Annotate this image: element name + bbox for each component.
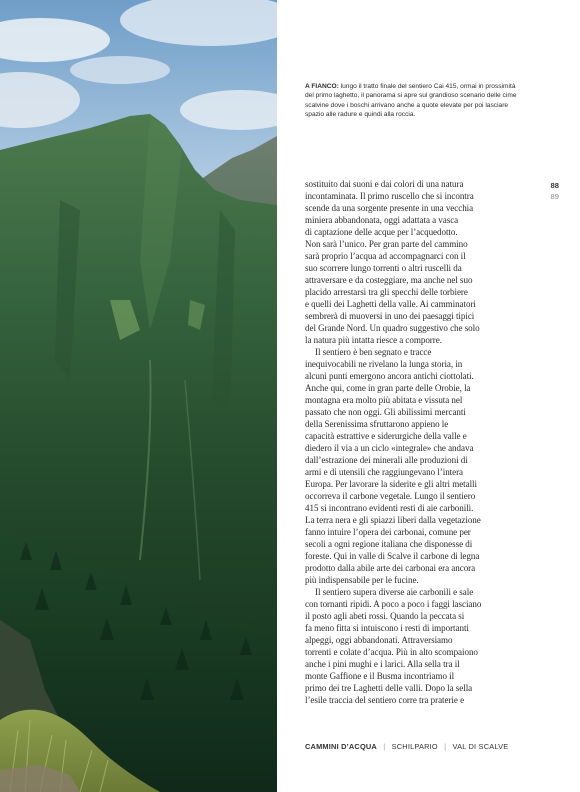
body-line: secoli a ogni regione italiana che disponesse di xyxy=(305,539,473,549)
body-line: monte Gaffione e il Busma incontriamo il xyxy=(305,671,455,681)
body-line: attraversare e da costeggiare, ma anche nel suo xyxy=(305,275,473,285)
body-line: sembrerà di muoversi in uno dei paesaggi tipici xyxy=(305,311,475,321)
body-line: miniera abbandonata, oggi adattata a vasca xyxy=(305,215,459,225)
page-number-next: 89 xyxy=(550,192,559,201)
photo-caption xyxy=(305,82,523,120)
caption-label: A FIANCO: xyxy=(305,83,339,90)
body-line: inequivocabili ne rivelano la lunga storia, in xyxy=(305,359,463,369)
body-line: La terra nera e gli spiazzi liberi dalla vegetazione xyxy=(305,515,481,525)
body-line: alpeggi, oggi abbandonati. Attraversiamo xyxy=(305,635,453,645)
body-line: montagna era molto più abitata e vissuta nel xyxy=(305,395,463,405)
body-line: passato che non oggi. Gli abilissimi mercanti xyxy=(305,407,466,417)
body-line: con tornanti ripidi. A poco a poco i faggi lasciano xyxy=(305,599,482,609)
body-line: 415 si incontrano evidenti resti di aie carbonili. xyxy=(305,503,474,513)
caption-text: lungo il tratto finale del sentiero Cai 415, ormai in prossimità del primo laghetto, il panorama si apre sul grandioso scenario delle cime scalvine dove i boschi arrivano anche a quote elevate per poi lasciare spazio alle radure e quindi alla roccia. xyxy=(305,83,517,119)
body-line: Europa. Per lavorare la siderite e gli altri metalli xyxy=(305,479,477,489)
body-line: la natura più intatta riesce a comporre. xyxy=(305,335,442,345)
body-line: capacità estrattive e siderurgiche della valle e xyxy=(305,431,467,441)
body-line: Il sentiero supera diverse aie carbonili e sale xyxy=(315,587,474,597)
body-line: prodotto dalla abile arte dei carbonai era ancora xyxy=(305,563,476,573)
article-body xyxy=(305,178,505,706)
body-line: fanno intuire l’opera dei carbonai, comune per xyxy=(305,527,471,537)
landscape-illustration xyxy=(0,0,277,792)
body-line: e quelli dei Laghetti della valle. Ai camminatori xyxy=(305,299,476,309)
footer-series-title: CAMMINI D’ACQUA xyxy=(305,742,377,751)
body-line: incontaminata. Il primo ruscello che si incontra xyxy=(305,191,474,201)
body-line: alcuni punti emergono ancora antichi ciottolati. xyxy=(305,371,474,381)
footer-separator: | xyxy=(383,742,386,751)
body-line: placido arrestarsi tra gli specchi delle torbiere xyxy=(305,287,468,297)
body-line: dall’estrazione dei minerali alle produzioni di xyxy=(305,455,468,465)
body-line: torrenti e colate d’acqua. Più in alto scompaiono xyxy=(305,647,478,657)
body-line: foreste. Qui in valle di Scalve il carbone di legna xyxy=(305,551,480,561)
footer-valley: VAL DI SCALVE xyxy=(452,742,509,751)
body-line: armi e di utensili che raggiungevano l’intera xyxy=(305,467,464,477)
body-line: di captazione delle acque per l’acquedotto. xyxy=(305,227,458,237)
footer-separator: | xyxy=(444,742,447,751)
body-line: l’esile traccia del sentiero corre tra praterie e xyxy=(305,695,465,705)
footer-place: SCHILPARIO xyxy=(391,742,438,751)
running-footer xyxy=(305,742,508,751)
body-line: Il sentiero è ben segnato e tracce xyxy=(315,347,432,357)
body-line: più indispensabile per le fucine. xyxy=(305,575,419,585)
body-line: primo dei tre Laghetti delle valli. Dopo la sella xyxy=(305,683,473,693)
body-line: fa meno fitta si intuiscono i resti di importanti xyxy=(305,623,469,633)
body-line: del Grande Nord. Un quadro suggestivo che solo xyxy=(305,323,480,333)
body-line: occorreva il carbone vegetale. Lungo il sentiero xyxy=(305,491,476,501)
page-number-current: 88 xyxy=(550,181,559,190)
body-line: diedero il via a un ciclo «integrale» che andava xyxy=(305,443,474,453)
body-line: sostituito dai suoni e dai colori di una natura xyxy=(305,179,464,189)
body-line: il posto agli abeti rossi. Quando la peccata si xyxy=(305,611,465,621)
page-numbers xyxy=(535,180,559,202)
body-line: suo scorrere lungo torrenti o altri ruscelli da xyxy=(305,263,462,273)
body-line: sarà proprio l’acqua ad accompagnarci con il xyxy=(305,251,466,261)
body-line: scende da una sorgente presente in una vecchia xyxy=(305,203,474,213)
body-line: Anche qui, come in gran parte delle Orobie, la xyxy=(305,383,471,393)
mountain-photo xyxy=(0,0,277,792)
body-line: anche i pini mughi e i larici. Alla sella tra il xyxy=(305,659,460,669)
body-line: Non sarà l’unico. Per gran parte del cammino xyxy=(305,239,468,249)
body-line: della Serenissima sfruttarono appieno le xyxy=(305,419,449,429)
